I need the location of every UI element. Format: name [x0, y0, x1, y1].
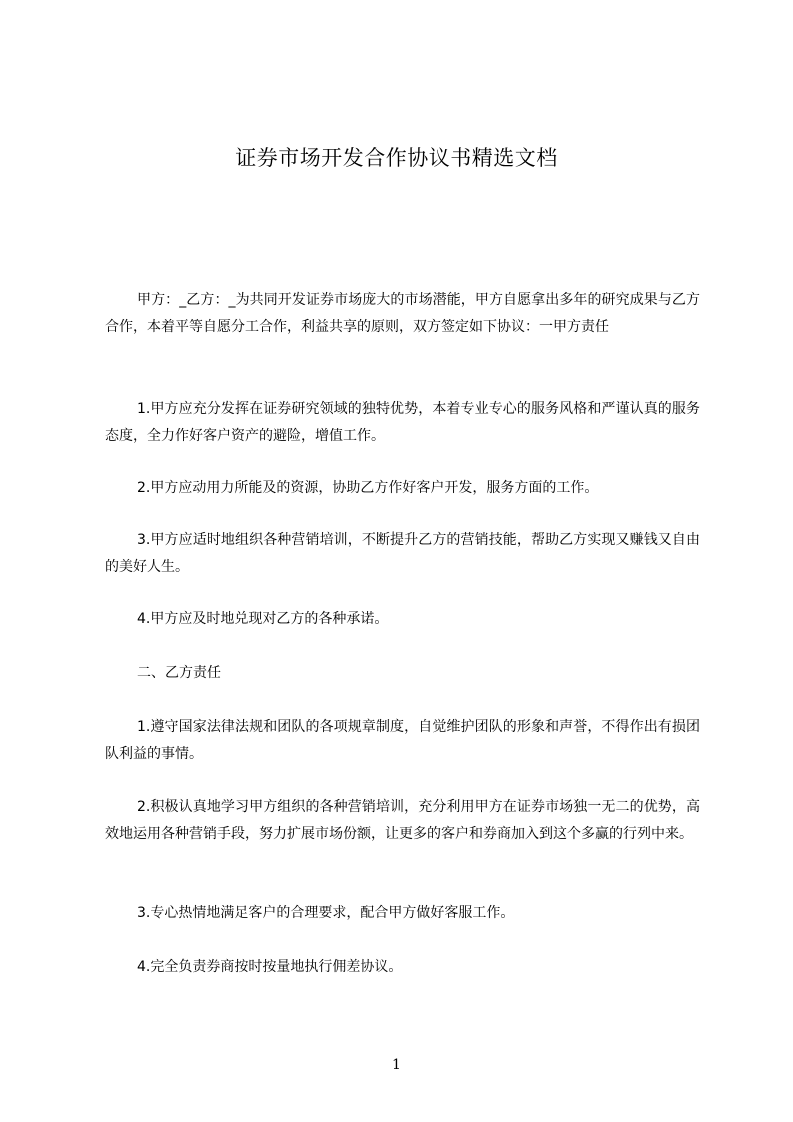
paragraph-party-a-3: 3.甲方应适时地组织各种营销培训，不断提升乙方的营销技能，帮助乙方实现又赚钱又自由的美好人生。 — [105, 532, 700, 575]
paragraph-party-a-4: 4.甲方应及时地兑现对乙方的各种承诺。 — [137, 611, 389, 627]
paragraph-party-b-2: 2.积极认真地学习甲方组织的各种营销培训，充分利用甲方在证券市场独一无二的优势，高效地运用各种营销手段，努力扩展市场份额，让更多的客户和券商加入到这个多赢的行列中来。 — [105, 799, 700, 842]
paragraph-party-b-4: 4.完全负责券商按时按量地执行佣差协议。 — [137, 959, 403, 975]
paragraph-party-a-2: 2.甲方应动用力所能及的资源，协助乙方作好客户开发，服务方面的工作。 — [137, 480, 599, 496]
document-title: 证券市场开发合作协议书精选文档 — [235, 146, 558, 170]
paragraph-intro: 甲方：_乙方：_为共同开发证券市场庞大的市场潜能，甲方自愿拿出多年的研究成果与乙方合作，本着平等自愿分工合作，利益共享的原则，双方签定如下协议：一甲方责任 — [105, 292, 700, 335]
page-number: 1 — [392, 1057, 401, 1073]
paragraph-party-b-1: 1.遵守国家法律法规和团队的各项规章制度，自觉维护团队的形象和声誉，不得作出有损团队利益的事情。 — [105, 719, 700, 762]
paragraph-party-b-3: 3.专心热情地满足客户的合理要求，配合甲方做好客服工作。 — [137, 905, 515, 921]
section-heading-party-b: 二、乙方责任 — [137, 665, 221, 681]
paragraph-party-a-1: 1.甲方应充分发挥在证券研究领域的独特优势，本着专业专心的服务风格和严谨认真的服务态度，全力作好客户资产的避险，增值工作。 — [105, 401, 700, 444]
